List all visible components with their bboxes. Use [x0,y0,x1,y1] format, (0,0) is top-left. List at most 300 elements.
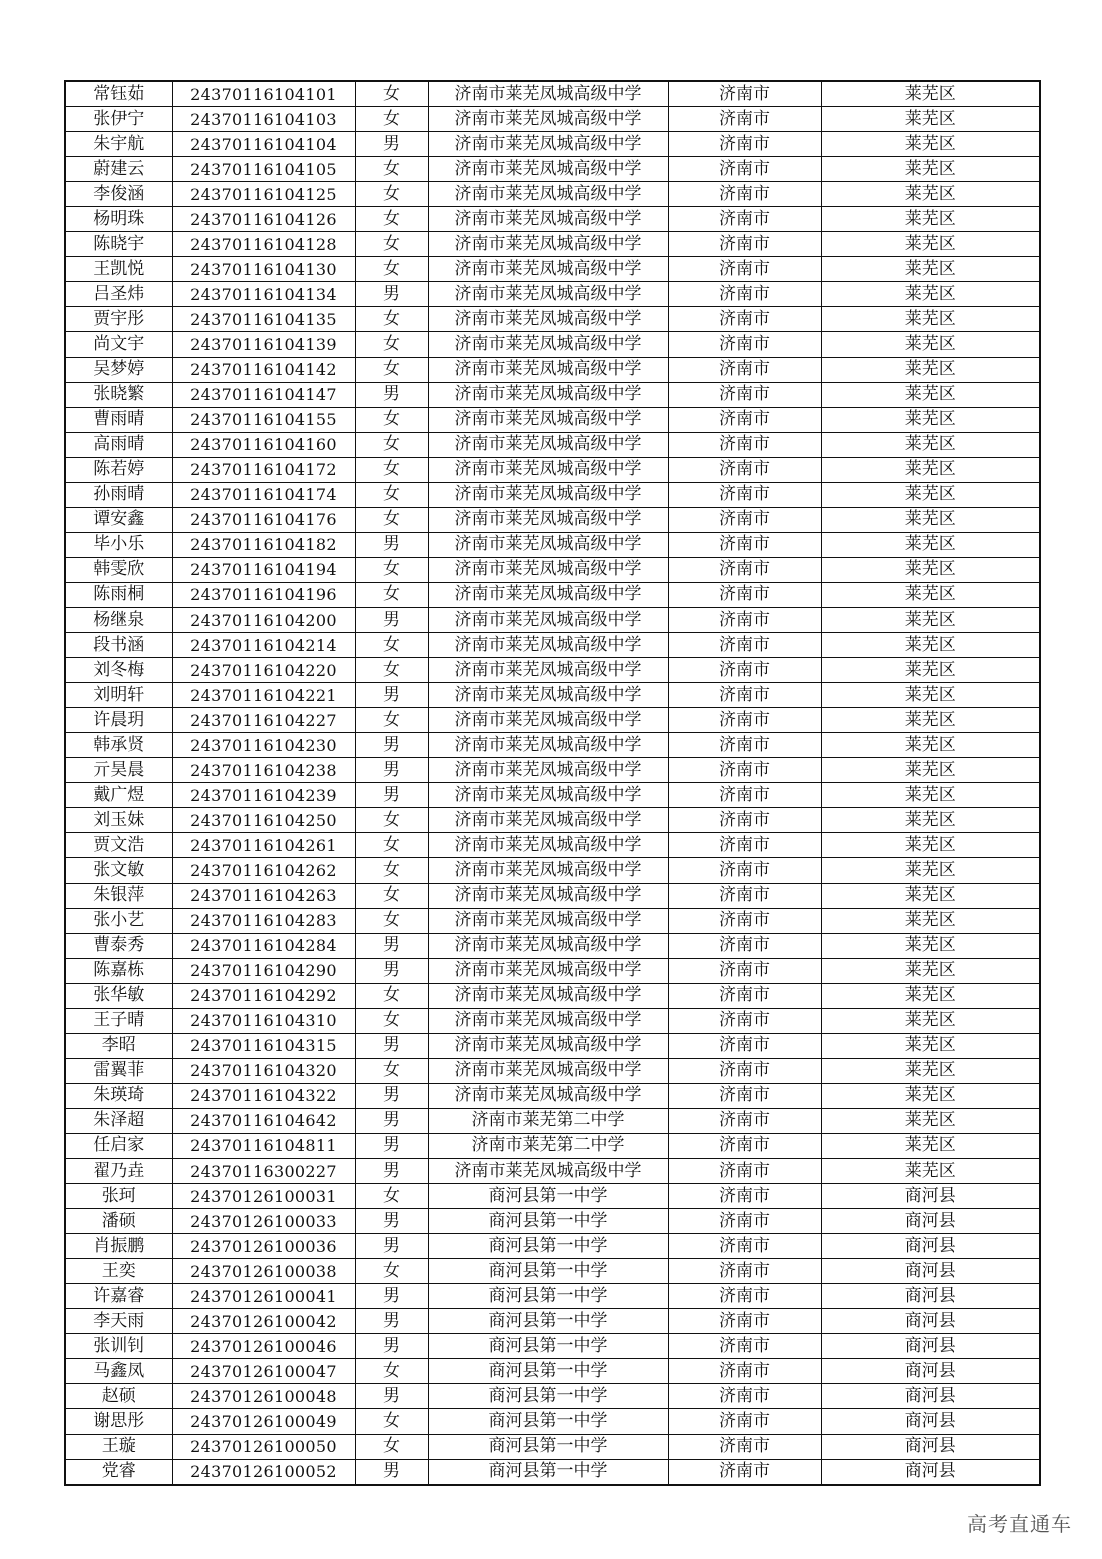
exam-number-cell: 24370116104182 [172,532,355,557]
exam-number-cell: 24370116104250 [172,808,355,833]
table-row [65,507,1040,532]
district-cell: 商河县 [821,1234,1040,1259]
exam-number-cell: 24370116104103 [172,107,355,132]
gender-cell: 男 [355,607,428,632]
student-roster-table [64,80,1041,1486]
student-name-cell: 张小艺 [65,908,172,933]
gender-cell: 男 [355,1384,428,1409]
table-row [65,357,1040,382]
school-cell: 济南市莱芜凤城高级中学 [428,1083,668,1108]
school-cell: 济南市莱芜第二中学 [428,1133,668,1158]
city-cell: 济南市 [668,1334,821,1359]
student-name-cell: 常钰茹 [65,81,172,107]
district-cell: 商河县 [821,1459,1040,1485]
exam-number-cell: 24370126100047 [172,1359,355,1384]
student-name-cell: 刘冬梅 [65,658,172,683]
gender-cell: 女 [355,1184,428,1209]
school-cell: 济南市莱芜凤城高级中学 [428,557,668,582]
city-cell: 济南市 [668,207,821,232]
student-name-cell: 曹雨晴 [65,407,172,432]
exam-number-cell: 24370116104238 [172,758,355,783]
student-name-cell: 张晓繁 [65,382,172,407]
gender-cell: 女 [355,808,428,833]
gender-cell: 男 [355,1159,428,1184]
exam-number-cell: 24370126100050 [172,1434,355,1459]
district-cell: 莱芜区 [821,1058,1040,1083]
city-cell: 济南市 [668,282,821,307]
student-name-cell: 朱泽超 [65,1108,172,1133]
district-cell: 莱芜区 [821,958,1040,983]
gender-cell: 男 [355,1334,428,1359]
district-cell: 莱芜区 [821,783,1040,808]
table-row [65,1434,1040,1459]
exam-number-cell: 24370116104310 [172,1008,355,1033]
school-cell: 济南市莱芜凤城高级中学 [428,482,668,507]
exam-number-cell: 24370116104128 [172,232,355,257]
gender-cell: 男 [355,683,428,708]
city-cell: 济南市 [668,1259,821,1284]
gender-cell: 女 [355,582,428,607]
exam-number-cell: 24370116104126 [172,207,355,232]
district-cell: 莱芜区 [821,357,1040,382]
exam-number-cell: 24370126100042 [172,1309,355,1334]
city-cell: 济南市 [668,733,821,758]
school-cell: 济南市莱芜凤城高级中学 [428,1033,668,1058]
table-row [65,1334,1040,1359]
student-name-cell: 谢思彤 [65,1409,172,1434]
district-cell: 莱芜区 [821,1159,1040,1184]
city-cell: 济南市 [668,883,821,908]
exam-number-cell: 24370116104139 [172,332,355,357]
table-row [65,1409,1040,1434]
city-cell: 济南市 [668,1234,821,1259]
district-cell: 莱芜区 [821,733,1040,758]
city-cell: 济南市 [668,833,821,858]
exam-number-cell: 24370116104811 [172,1133,355,1158]
exam-number-cell: 24370126100033 [172,1209,355,1234]
district-cell: 莱芜区 [821,933,1040,958]
school-cell: 济南市莱芜凤城高级中学 [428,708,668,733]
school-cell: 商河县第一中学 [428,1184,668,1209]
city-cell: 济南市 [668,1184,821,1209]
exam-number-cell: 24370126100048 [172,1384,355,1409]
city-cell: 济南市 [668,633,821,658]
table-row [65,207,1040,232]
district-cell: 莱芜区 [821,307,1040,332]
student-name-cell: 王凯悦 [65,257,172,282]
exam-number-cell: 24370126100038 [172,1259,355,1284]
student-name-cell: 亓昊晨 [65,758,172,783]
table-row [65,883,1040,908]
table-row [65,1209,1040,1234]
district-cell: 莱芜区 [821,1133,1040,1158]
district-cell: 莱芜区 [821,507,1040,532]
gender-cell: 女 [355,257,428,282]
school-cell: 济南市莱芜第二中学 [428,1108,668,1133]
table-row [65,607,1040,632]
school-cell: 济南市莱芜凤城高级中学 [428,282,668,307]
gender-cell: 女 [355,432,428,457]
school-cell: 济南市莱芜凤城高级中学 [428,733,668,758]
table-row [65,232,1040,257]
student-name-cell: 雷翼菲 [65,1058,172,1083]
gender-cell: 女 [355,1409,428,1434]
student-name-cell: 韩雯欣 [65,557,172,582]
school-cell: 济南市莱芜凤城高级中学 [428,232,668,257]
table-row [65,908,1040,933]
student-name-cell: 刘玉妹 [65,808,172,833]
city-cell: 济南市 [668,507,821,532]
city-cell: 济南市 [668,457,821,482]
table-row [65,532,1040,557]
school-cell: 商河县第一中学 [428,1434,668,1459]
table-row [65,282,1040,307]
student-name-cell: 翟乃垚 [65,1159,172,1184]
school-cell: 商河县第一中学 [428,1209,668,1234]
table-row [65,382,1040,407]
district-cell: 莱芜区 [821,1108,1040,1133]
school-cell: 济南市莱芜凤城高级中学 [428,157,668,182]
student-name-cell: 高雨晴 [65,432,172,457]
table-row [65,983,1040,1008]
gender-cell: 男 [355,1083,428,1108]
exam-number-cell: 24370126100046 [172,1334,355,1359]
school-cell: 济南市莱芜凤城高级中学 [428,81,668,107]
city-cell: 济南市 [668,132,821,157]
gender-cell: 女 [355,983,428,1008]
district-cell: 莱芜区 [821,658,1040,683]
table-row [65,582,1040,607]
student-name-cell: 尚文宇 [65,332,172,357]
city-cell: 济南市 [668,908,821,933]
school-cell: 济南市莱芜凤城高级中学 [428,683,668,708]
city-cell: 济南市 [668,232,821,257]
table-row [65,557,1040,582]
district-cell: 莱芜区 [821,157,1040,182]
gender-cell: 女 [355,207,428,232]
table-row [65,1359,1040,1384]
table-row [65,332,1040,357]
exam-number-cell: 24370116104261 [172,833,355,858]
district-cell: 莱芜区 [821,407,1040,432]
exam-number-cell: 24370116104262 [172,858,355,883]
student-name-cell: 党睿 [65,1459,172,1485]
student-name-cell: 戴广煜 [65,783,172,808]
gender-cell: 女 [355,708,428,733]
table-row [65,482,1040,507]
student-name-cell: 张伊宁 [65,107,172,132]
gender-cell: 女 [355,182,428,207]
district-cell: 商河县 [821,1259,1040,1284]
district-cell: 莱芜区 [821,908,1040,933]
student-name-cell: 毕小乐 [65,532,172,557]
student-name-cell: 陈若婷 [65,457,172,482]
student-name-cell: 王璇 [65,1434,172,1459]
school-cell: 济南市莱芜凤城高级中学 [428,783,668,808]
city-cell: 济南市 [668,1409,821,1434]
table-row [65,1234,1040,1259]
exam-number-cell: 24370126100049 [172,1409,355,1434]
school-cell: 济南市莱芜凤城高级中学 [428,107,668,132]
city-cell: 济南市 [668,933,821,958]
table-row [65,758,1040,783]
exam-number-cell: 24370116104155 [172,407,355,432]
table-row [65,1033,1040,1058]
city-cell: 济南市 [668,532,821,557]
city-cell: 济南市 [668,708,821,733]
district-cell: 商河县 [821,1184,1040,1209]
table-row [65,157,1040,182]
district-cell: 莱芜区 [821,532,1040,557]
district-cell: 莱芜区 [821,332,1040,357]
gender-cell: 女 [355,232,428,257]
school-cell: 济南市莱芜凤城高级中学 [428,507,668,532]
gender-cell: 女 [355,1008,428,1033]
student-name-cell: 李天雨 [65,1309,172,1334]
student-name-cell: 许晨玥 [65,708,172,733]
table-row [65,432,1040,457]
district-cell: 莱芜区 [821,1033,1040,1058]
student-name-cell: 肖振鹏 [65,1234,172,1259]
city-cell: 济南市 [668,1008,821,1033]
table-row [65,81,1040,107]
exam-number-cell: 24370116104176 [172,507,355,532]
table-row [65,1384,1040,1409]
gender-cell: 女 [355,658,428,683]
exam-number-cell: 24370116104135 [172,307,355,332]
student-name-cell: 贾文浩 [65,833,172,858]
gender-cell: 女 [355,107,428,132]
gender-cell: 男 [355,1234,428,1259]
table-row [65,1259,1040,1284]
school-cell: 济南市莱芜凤城高级中学 [428,182,668,207]
exam-number-cell: 24370116104230 [172,733,355,758]
gender-cell: 女 [355,633,428,658]
gender-cell: 女 [355,1259,428,1284]
student-name-cell: 陈嘉栋 [65,958,172,983]
school-cell: 商河县第一中学 [428,1309,668,1334]
school-cell: 济南市莱芜凤城高级中学 [428,958,668,983]
student-name-cell: 王奕 [65,1259,172,1284]
exam-number-cell: 24370116104214 [172,633,355,658]
gender-cell: 男 [355,1033,428,1058]
student-name-cell: 孙雨晴 [65,482,172,507]
exam-number-cell: 24370116104105 [172,157,355,182]
district-cell: 莱芜区 [821,132,1040,157]
school-cell: 济南市莱芜凤城高级中学 [428,132,668,157]
district-cell: 商河县 [821,1359,1040,1384]
school-cell: 济南市莱芜凤城高级中学 [428,257,668,282]
exam-number-cell: 24370116104174 [172,482,355,507]
gender-cell: 男 [355,1309,428,1334]
city-cell: 济南市 [668,1284,821,1309]
district-cell: 商河县 [821,1309,1040,1334]
gender-cell: 男 [355,1108,428,1133]
table-row [65,1459,1040,1485]
school-cell: 济南市莱芜凤城高级中学 [428,833,668,858]
school-cell: 济南市莱芜凤城高级中学 [428,808,668,833]
exam-number-cell: 24370116104142 [172,357,355,382]
district-cell: 莱芜区 [821,482,1040,507]
gender-cell: 男 [355,1209,428,1234]
school-cell: 济南市莱芜凤城高级中学 [428,933,668,958]
school-cell: 济南市莱芜凤城高级中学 [428,357,668,382]
school-cell: 济南市莱芜凤城高级中学 [428,908,668,933]
table-row [65,958,1040,983]
school-cell: 商河县第一中学 [428,1334,668,1359]
school-cell: 济南市莱芜凤城高级中学 [428,983,668,1008]
district-cell: 莱芜区 [821,557,1040,582]
district-cell: 商河县 [821,1409,1040,1434]
student-name-cell: 张珂 [65,1184,172,1209]
exam-number-cell: 24370116104147 [172,382,355,407]
district-cell: 莱芜区 [821,858,1040,883]
table-row [65,257,1040,282]
city-cell: 济南市 [668,482,821,507]
table-row [65,933,1040,958]
exam-number-cell: 24370126100052 [172,1459,355,1485]
gender-cell: 女 [355,482,428,507]
student-name-cell: 马鑫凤 [65,1359,172,1384]
school-cell: 济南市莱芜凤城高级中学 [428,207,668,232]
school-cell: 济南市莱芜凤城高级中学 [428,582,668,607]
table-row [65,783,1040,808]
school-cell: 济南市莱芜凤城高级中学 [428,858,668,883]
district-cell: 莱芜区 [821,432,1040,457]
student-name-cell: 谭安鑫 [65,507,172,532]
district-cell: 商河县 [821,1384,1040,1409]
gender-cell: 女 [355,81,428,107]
table-row [65,132,1040,157]
student-name-cell: 吕圣炜 [65,282,172,307]
school-cell: 济南市莱芜凤城高级中学 [428,532,668,557]
exam-number-cell: 24370126100031 [172,1184,355,1209]
school-cell: 济南市莱芜凤城高级中学 [428,332,668,357]
exam-number-cell: 24370116300227 [172,1159,355,1184]
exam-number-cell: 24370116104239 [172,783,355,808]
table-row [65,1284,1040,1309]
table-row [65,407,1040,432]
student-name-cell: 贾宇彤 [65,307,172,332]
exam-number-cell: 24370116104104 [172,132,355,157]
student-name-cell: 张训钊 [65,1334,172,1359]
school-cell: 济南市莱芜凤城高级中学 [428,633,668,658]
district-cell: 莱芜区 [821,232,1040,257]
city-cell: 济南市 [668,1209,821,1234]
city-cell: 济南市 [668,1083,821,1108]
gender-cell: 女 [355,332,428,357]
city-cell: 济南市 [668,983,821,1008]
student-name-cell: 韩承贤 [65,733,172,758]
school-cell: 商河县第一中学 [428,1384,668,1409]
city-cell: 济南市 [668,683,821,708]
school-cell: 济南市莱芜凤城高级中学 [428,307,668,332]
district-cell: 莱芜区 [821,182,1040,207]
district-cell: 莱芜区 [821,607,1040,632]
exam-number-cell: 24370116104320 [172,1058,355,1083]
student-name-cell: 蔚建云 [65,157,172,182]
student-name-cell: 曹泰秀 [65,933,172,958]
school-cell: 济南市莱芜凤城高级中学 [428,607,668,632]
city-cell: 济南市 [668,858,821,883]
district-cell: 莱芜区 [821,883,1040,908]
city-cell: 济南市 [668,557,821,582]
district-cell: 莱芜区 [821,983,1040,1008]
city-cell: 济南市 [668,1058,821,1083]
student-name-cell: 陈晓宇 [65,232,172,257]
gender-cell: 女 [355,908,428,933]
student-name-cell: 朱瑛琦 [65,1083,172,1108]
district-cell: 莱芜区 [821,708,1040,733]
exam-number-cell: 24370126100041 [172,1284,355,1309]
gender-cell: 女 [355,858,428,883]
school-cell: 济南市莱芜凤城高级中学 [428,883,668,908]
table-row [65,733,1040,758]
city-cell: 济南市 [668,157,821,182]
exam-number-cell: 24370116104200 [172,607,355,632]
gender-cell: 女 [355,1434,428,1459]
student-name-cell: 李昭 [65,1033,172,1058]
roster-body [65,81,1040,1485]
gender-cell: 男 [355,532,428,557]
exam-number-cell: 24370116104290 [172,958,355,983]
table-row [65,307,1040,332]
district-cell: 莱芜区 [821,1083,1040,1108]
student-name-cell: 张文敏 [65,858,172,883]
student-name-cell: 许嘉睿 [65,1284,172,1309]
city-cell: 济南市 [668,332,821,357]
student-name-cell: 段书涵 [65,633,172,658]
exam-number-cell: 24370116104284 [172,933,355,958]
exam-number-cell: 24370116104196 [172,582,355,607]
school-cell: 济南市莱芜凤城高级中学 [428,432,668,457]
school-cell: 济南市莱芜凤城高级中学 [428,1008,668,1033]
city-cell: 济南市 [668,1359,821,1384]
school-cell: 商河县第一中学 [428,1259,668,1284]
school-cell: 济南市莱芜凤城高级中学 [428,1058,668,1083]
gender-cell: 女 [355,457,428,482]
city-cell: 济南市 [668,182,821,207]
student-name-cell: 吴梦婷 [65,357,172,382]
district-cell: 商河县 [821,1209,1040,1234]
exam-number-cell: 24370116104134 [172,282,355,307]
student-name-cell: 任启家 [65,1133,172,1158]
district-cell: 莱芜区 [821,81,1040,107]
district-cell: 莱芜区 [821,1008,1040,1033]
school-cell: 商河县第一中学 [428,1284,668,1309]
city-cell: 济南市 [668,1459,821,1485]
city-cell: 济南市 [668,1108,821,1133]
district-cell: 莱芜区 [821,833,1040,858]
city-cell: 济南市 [668,758,821,783]
table-row [65,107,1040,132]
exam-number-cell: 24370116104642 [172,1108,355,1133]
table-row [65,1184,1040,1209]
exam-number-cell: 24370116104322 [172,1083,355,1108]
student-name-cell: 刘明轩 [65,683,172,708]
school-cell: 济南市莱芜凤城高级中学 [428,658,668,683]
district-cell: 莱芜区 [821,683,1040,708]
student-name-cell: 杨继泉 [65,607,172,632]
school-cell: 商河县第一中学 [428,1459,668,1485]
table-row [65,833,1040,858]
school-cell: 济南市莱芜凤城高级中学 [428,758,668,783]
exam-number-cell: 24370116104160 [172,432,355,457]
city-cell: 济南市 [668,432,821,457]
city-cell: 济南市 [668,382,821,407]
exam-number-cell: 24370126100036 [172,1234,355,1259]
district-cell: 莱芜区 [821,582,1040,607]
